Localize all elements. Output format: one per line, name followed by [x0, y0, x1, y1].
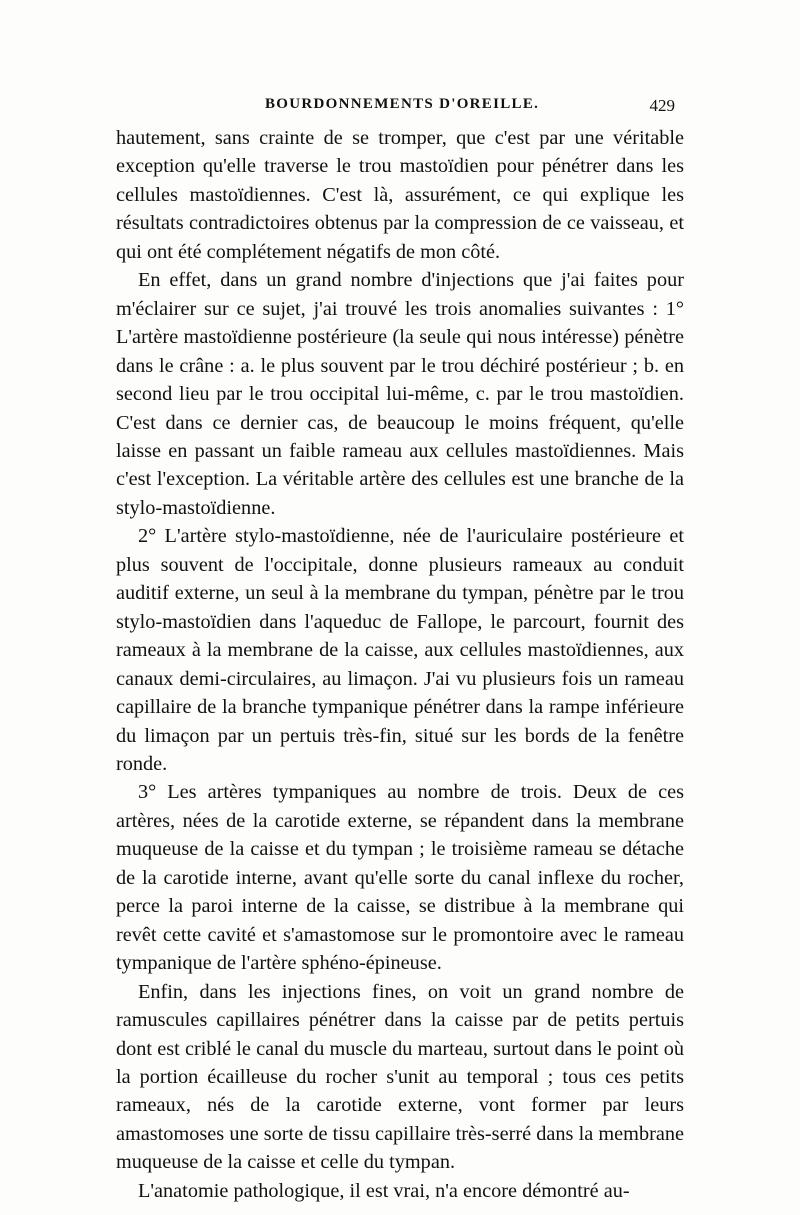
paragraph: En effet, dans un grand nombre d'injections que j'ai faites pour m'éclairer sur ce sujet, j'ai trouvé les trois anomalies suivantes : 1° L'artère mastoïdienne postérieure (la seule qui nous intéresse) pénètre dans le crâne : a. le plus souvent par le trou déchiré postérieur ; b. en second lieu par le trou occipital lui-même, c. par le trou mastoïdien. C'est dans ce dernier cas, de beaucoup le moins fréquent, qu'elle laisse en passant un faible rameau aux cellules mastoïdiennes. Mais c'est l'exception. La véritable artère des cellules est une branche de la stylo-mastoïdienne.	[116, 269, 684, 519]
paragraph: Enfin, dans les injections fines, on voit un grand nombre de ramuscules capillaires pénétrer dans la caisse par de petits pertuis dont est criblé le canal du muscle du marteau, surtout dans le point où la portion écailleuse du rocher s'unit au temporal ; tous ces petits rameaux, nés de la carotide externe, vont former par leurs amastomoses une sorte de tissu capillaire très-serré dans la membrane muqueuse de la caisse et celle du tympan.	[116, 980, 684, 1174]
running-head	[115, 96, 675, 120]
running-title: BOURDONNEMENTS D'OREILLE.	[265, 96, 540, 112]
paragraph: hautement, sans crainte de se tromper, que c'est par une véritable exception qu'elle traverse le trou mastoïdien pour pénétrer dans les cellules mastoïdiennes. C'est là, assurément, ce qui explique les résultats contradictoires obtenus par la compression de ce vaisseau, et qui ont été complétement négatifs de mon côté.	[116, 127, 684, 263]
body-text	[116, 124, 684, 1205]
paragraph: 2° L'artère stylo-mastoïdienne, née de l'auriculaire postérieure et plus souvent de l'occipitale, donne plusieurs rameaux au conduit auditif externe, un seul à la membrane du tympan, pénètre par le trou stylo-mastoïdien dans l'aqueduc de Fallope, le parcourt, fournit des rameaux à la membrane de la caisse, aux cellules mastoïdiennes, aux canaux demi-circulaires, au limaçon. J'ai vu plusieurs fois un rameau capillaire de la branche tympanique pénétrer dans la rampe inférieure du limaçon par un pertuis très-fin, situé sur les bords de la fenêtre ronde.	[116, 525, 684, 775]
page-number: 429	[649, 96, 675, 115]
paragraph: L'anatomie pathologique, il est vrai, n'a encore démontré au-	[138, 1179, 630, 1202]
paragraph: 3° Les artères tympaniques au nombre de trois. Deux de ces artères, nées de la carotide externe, se répandent dans la membrane muqueuse de la caisse et du tympan ; le troisième rameau se détache de la carotide interne, avant qu'elle sorte du canal inflexe du rocher, perce la paroi interne de la caisse, se distribue à la membrane qui revêt cette cavité et s'amastomose sur le promontoire avec le rameau tympanique de l'artère sphéno-épineuse.	[116, 781, 684, 975]
